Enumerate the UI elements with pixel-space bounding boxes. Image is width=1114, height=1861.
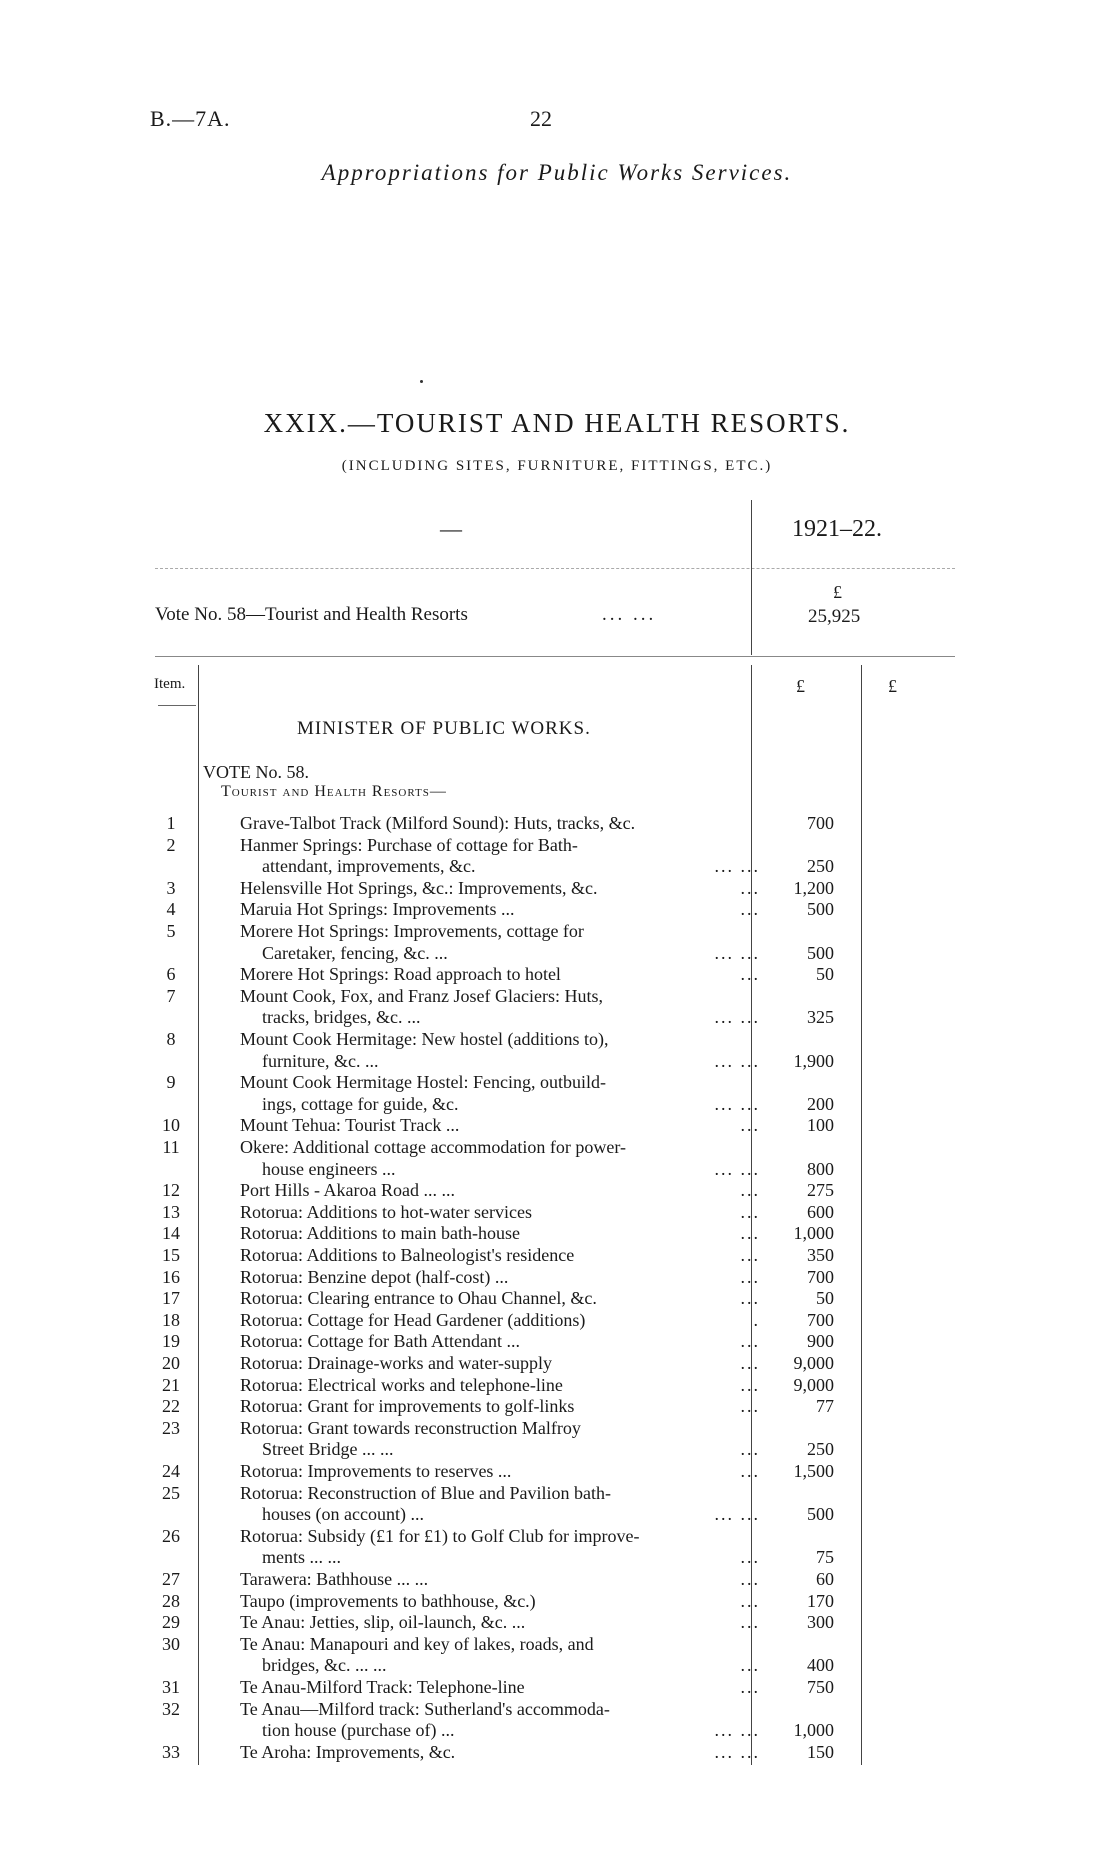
item-description: Rotorua: Additions to Balneologist's residence: [240, 1245, 575, 1265]
item-number: 16: [162, 1266, 180, 1287]
table-row: [0, 1676, 1114, 1698]
leader-dots: ...: [740, 1590, 760, 1611]
vote-currency: £: [833, 582, 842, 602]
table-row: [0, 1309, 1114, 1331]
item-description: bridges, &c. ... ...: [262, 1655, 387, 1676]
table-row: [0, 1071, 1114, 1114]
item-number: 1: [166, 813, 176, 833]
item-amount: 1,000: [793, 1720, 834, 1741]
item-amount: 50: [816, 964, 834, 985]
leader-dots: ...: [740, 964, 760, 985]
item-amount: 1,200: [793, 877, 834, 898]
leader-dots: ...: [740, 877, 760, 898]
table-row: [0, 1633, 1114, 1676]
page-subtitle: Appropriations for Public Works Services.: [321, 160, 793, 185]
item-number: 11: [162, 1137, 180, 1157]
table-row: [0, 1244, 1114, 1266]
item-description: Te Anau: Manapouri and key of lakes, roads, and: [240, 1633, 594, 1654]
leader-dots: ... ...: [714, 1720, 760, 1741]
item-amount: 500: [807, 1504, 834, 1525]
item-number: 28: [162, 1590, 180, 1611]
item-description: Rotorua: Benzine depot (half-cost) ...: [240, 1266, 509, 1287]
item-description: Rotorua: Electrical works and telephone-line: [240, 1374, 563, 1395]
item-amount: 77: [816, 1396, 834, 1417]
item-description: Te Anau: Jetties, slip, oil-launch, &c. ...: [240, 1612, 526, 1633]
item-amount: 700: [807, 1309, 834, 1330]
item-amount: 250: [807, 1439, 834, 1460]
item-description: tracks, bridges, &c. ...: [262, 1007, 421, 1028]
item-number: 29: [162, 1612, 180, 1633]
item-description: Mount Cook Hermitage: New hostel (additions to),: [240, 1029, 609, 1049]
item-description: Hanmer Springs: Purchase of cottage for Bath-: [240, 834, 578, 855]
leader-dots: ...: [740, 1266, 760, 1287]
item-amount: 50: [816, 1288, 834, 1309]
leader-dots: ... ...: [714, 942, 760, 963]
table-row: [0, 812, 1114, 834]
table-row: [0, 1417, 1114, 1460]
item-amount: 300: [807, 1612, 834, 1633]
leader-dots: ... ...: [714, 1007, 760, 1028]
section-title: XXIX.—TOURIST AND HEALTH RESORTS.: [263, 408, 851, 438]
table-row: [0, 1330, 1114, 1352]
item-description: Te Anau-Milford Track: Telephone-line: [240, 1677, 525, 1697]
item-description: Street Bridge ... ...: [262, 1439, 394, 1460]
item-amount: 600: [807, 1201, 834, 1222]
fiscal-year: 1921–22.: [792, 516, 882, 542]
leader-dots: ...: [740, 899, 760, 920]
leader-dots: ... ...: [714, 1093, 760, 1114]
leader-dots: ...: [740, 1612, 760, 1633]
item-number: 7: [166, 985, 176, 1006]
leader-dots: ... ...: [714, 1158, 760, 1179]
leader-dots: ...: [740, 1288, 760, 1309]
leader-dots: ...: [740, 1547, 760, 1568]
table-row: [0, 1482, 1114, 1525]
table-row: [0, 1741, 1114, 1763]
table-row: [0, 1179, 1114, 1201]
vote-leader-dots: ... ...: [602, 604, 657, 625]
table-row: [0, 1698, 1114, 1741]
leader-dots: ... ...: [714, 1050, 760, 1071]
rule-top: [155, 568, 955, 569]
item-number: 32: [162, 1698, 180, 1719]
item-description: Rotorua: Drainage-works and water-supply: [240, 1353, 553, 1373]
item-number: 21: [162, 1374, 180, 1395]
item-description: Port Hills - Akaroa Road ... ...: [240, 1180, 455, 1201]
item-description: Mount Tehua: Tourist Track ...: [240, 1115, 460, 1136]
item-amount: 200: [807, 1093, 834, 1114]
item-amount: 9,000: [793, 1353, 834, 1373]
item-number: 20: [162, 1353, 180, 1373]
item-description: Caretaker, fencing, &c. ...: [262, 942, 448, 963]
document-reference: B.—7A.: [150, 106, 231, 131]
item-number: 4: [166, 899, 176, 920]
item-amount: 60: [816, 1569, 834, 1589]
item-number: 14: [162, 1223, 180, 1244]
table-row: [0, 1352, 1114, 1374]
leader-dots: ...: [740, 1180, 760, 1201]
vote-label: Vote No. 58—Tourist and Health Resorts: [155, 604, 468, 625]
item-description: Rotorua: Grant for improvements to golf-links: [240, 1396, 575, 1417]
item-description: Rotorua: Cottage for Head Gardener (additions): [240, 1309, 586, 1330]
item-number: 10: [162, 1115, 180, 1136]
leader-dots: ...: [740, 1223, 760, 1244]
table-row: [0, 1222, 1114, 1244]
item-number: 33: [162, 1741, 180, 1762]
table-row: [0, 898, 1114, 920]
leader-dots: ...: [740, 1374, 760, 1395]
item-amount: 700: [807, 813, 834, 833]
ministry-heading: MINISTER OF PUBLIC WORKS.: [297, 718, 591, 739]
table-row: [0, 1395, 1114, 1417]
table-row: [0, 985, 1114, 1028]
item-number: 24: [162, 1461, 180, 1481]
leader-dots: ... ...: [714, 1504, 760, 1525]
item-description: Te Anau—Milford track: Sutherland's accommoda-: [240, 1698, 610, 1719]
table-row: [0, 877, 1114, 899]
table-row: [0, 1287, 1114, 1309]
item-description: Rotorua: Subsidy (£1 for £1) to Golf Club for improve-: [240, 1525, 640, 1546]
item-amount: 1,500: [793, 1461, 834, 1481]
item-number: 27: [162, 1569, 180, 1589]
item-amount: 150: [807, 1741, 834, 1762]
vote-number-heading: VOTE No. 58.: [203, 762, 309, 782]
table-row: [0, 1525, 1114, 1568]
item-number: 22: [162, 1396, 180, 1417]
item-amount: 350: [807, 1245, 834, 1265]
section-subtitle: (INCLUDING SITES, FURNITURE, FITTINGS, ETC.): [341, 458, 773, 474]
table-row: [0, 920, 1114, 963]
item-number: 5: [166, 921, 176, 941]
item-amount: 900: [807, 1331, 834, 1352]
table-row: [0, 834, 1114, 877]
item-amount: 170: [807, 1590, 834, 1611]
table-row: [0, 1136, 1114, 1179]
table-row: [0, 1590, 1114, 1612]
leader-dots: ... ...: [714, 856, 760, 877]
col-divider-amount: [751, 500, 752, 655]
item-number: 17: [162, 1288, 180, 1309]
item-amount: 325: [807, 1007, 834, 1028]
item-description: Rotorua: Clearing entrance to Ohau Channel, &c.: [240, 1288, 597, 1309]
leader-dots: ...: [740, 1461, 760, 1481]
table-row: [0, 1568, 1114, 1590]
item-amount: 275: [807, 1180, 834, 1201]
leader-dots: .: [753, 1309, 760, 1330]
item-description: ments ... ...: [262, 1547, 341, 1568]
dash-placeholder: —: [440, 516, 462, 541]
vote-amount: 25,925: [808, 606, 861, 627]
leader-dots: ...: [740, 1677, 760, 1697]
item-description: Te Aroha: Improvements, &c.: [240, 1741, 456, 1762]
currency-header-2: £: [888, 676, 897, 696]
item-number: 3: [166, 877, 176, 898]
leader-dots: ...: [740, 1115, 760, 1136]
item-amount: 100: [807, 1115, 834, 1136]
table-row: [0, 1460, 1114, 1482]
item-description: Morere Hot Springs: Improvements, cottage for: [240, 921, 584, 941]
item-description: Rotorua: Cottage for Bath Attendant ...: [240, 1331, 520, 1352]
item-number: 2: [166, 834, 176, 855]
item-description: Rotorua: Grant towards reconstruction Malfroy: [240, 1417, 581, 1438]
item-description: Rotorua: Additions to main bath-house: [240, 1223, 520, 1244]
item-description: attendant, improvements, &c.: [262, 856, 476, 877]
item-amount: 75: [816, 1547, 834, 1568]
item-number: 25: [162, 1482, 180, 1503]
table-row: [0, 1266, 1114, 1288]
item-amount: 500: [807, 942, 834, 963]
item-description: ings, cottage for guide, &c.: [262, 1093, 459, 1114]
item-number: 18: [162, 1309, 180, 1330]
item-description: Rotorua: Additions to hot-water services: [240, 1201, 532, 1222]
item-number: 8: [166, 1029, 176, 1049]
item-description: furniture, &c. ...: [262, 1050, 379, 1071]
item-amount: 400: [807, 1655, 834, 1676]
item-number: 31: [162, 1677, 180, 1697]
item-number: 19: [162, 1331, 180, 1352]
leader-dots: ...: [740, 1331, 760, 1352]
item-amount: 9,000: [793, 1374, 834, 1395]
item-description: Helensville Hot Springs, &c.: Improvements, &c.: [240, 877, 598, 898]
item-amount: 1,900: [793, 1050, 834, 1071]
leader-dots: ...: [740, 1439, 760, 1460]
item-description: Morere Hot Springs: Road approach to hotel: [240, 964, 561, 985]
item-number: 6: [166, 964, 176, 985]
table-row: [0, 963, 1114, 985]
leader-dots: ...: [740, 1569, 760, 1589]
item-description: Mount Cook, Fox, and Franz Josef Glaciers: Huts,: [240, 985, 603, 1006]
leader-dots: ...: [740, 1245, 760, 1265]
item-description: Rotorua: Reconstruction of Blue and Pavilion bath-: [240, 1482, 611, 1503]
ink-speck: [420, 380, 423, 383]
group-heading: Tourist and Health Resorts—: [221, 783, 447, 800]
item-number: 13: [162, 1201, 180, 1222]
leader-dots: ...: [740, 1353, 760, 1373]
leader-dots: ...: [740, 1655, 760, 1676]
item-description: Grave-Talbot Track (Milford Sound): Huts, tracks, &c.: [240, 813, 636, 833]
item-description: Okere: Additional cottage accommodation for power-: [240, 1137, 627, 1157]
item-description: Mount Cook Hermitage Hostel: Fencing, outbuild-: [240, 1072, 606, 1093]
table-row: [0, 1374, 1114, 1396]
item-description: houses (on account) ...: [262, 1504, 424, 1525]
item-amount: 700: [807, 1266, 834, 1287]
rule-mid: [155, 656, 955, 657]
item-description: Taupo (improvements to bathhouse, &c.): [240, 1590, 536, 1611]
leader-dots: ...: [740, 1396, 760, 1417]
item-amount: 1,000: [793, 1223, 834, 1244]
item-number: 12: [162, 1180, 180, 1201]
currency-header-1: £: [796, 676, 805, 696]
leader-dots: ... ...: [714, 1741, 760, 1762]
item-description: Tarawera: Bathhouse ... ...: [240, 1569, 429, 1589]
item-description: Maruia Hot Springs: Improvements ...: [240, 899, 515, 920]
item-number: 23: [162, 1417, 180, 1438]
leader-dots: ...: [740, 1201, 760, 1222]
table-row: [0, 1611, 1114, 1633]
item-amount: 500: [807, 899, 834, 920]
item-amount: 750: [807, 1677, 834, 1697]
item-description: tion house (purchase of) ...: [262, 1720, 455, 1741]
item-number: 9: [166, 1072, 176, 1093]
table-row: [0, 1201, 1114, 1223]
item-number: 26: [162, 1525, 180, 1546]
table-row: [0, 1028, 1114, 1071]
page-number: 22: [530, 106, 552, 131]
item-amount: 250: [807, 856, 834, 877]
item-amount: 800: [807, 1158, 834, 1179]
item-description: house engineers ...: [262, 1158, 396, 1179]
table-row: [0, 1114, 1114, 1136]
item-number: 30: [162, 1633, 180, 1654]
rule-item: [158, 705, 196, 706]
item-number: 15: [162, 1245, 180, 1265]
item-column-header: Item.: [154, 676, 186, 692]
item-description: Rotorua: Improvements to reserves ...: [240, 1461, 512, 1481]
